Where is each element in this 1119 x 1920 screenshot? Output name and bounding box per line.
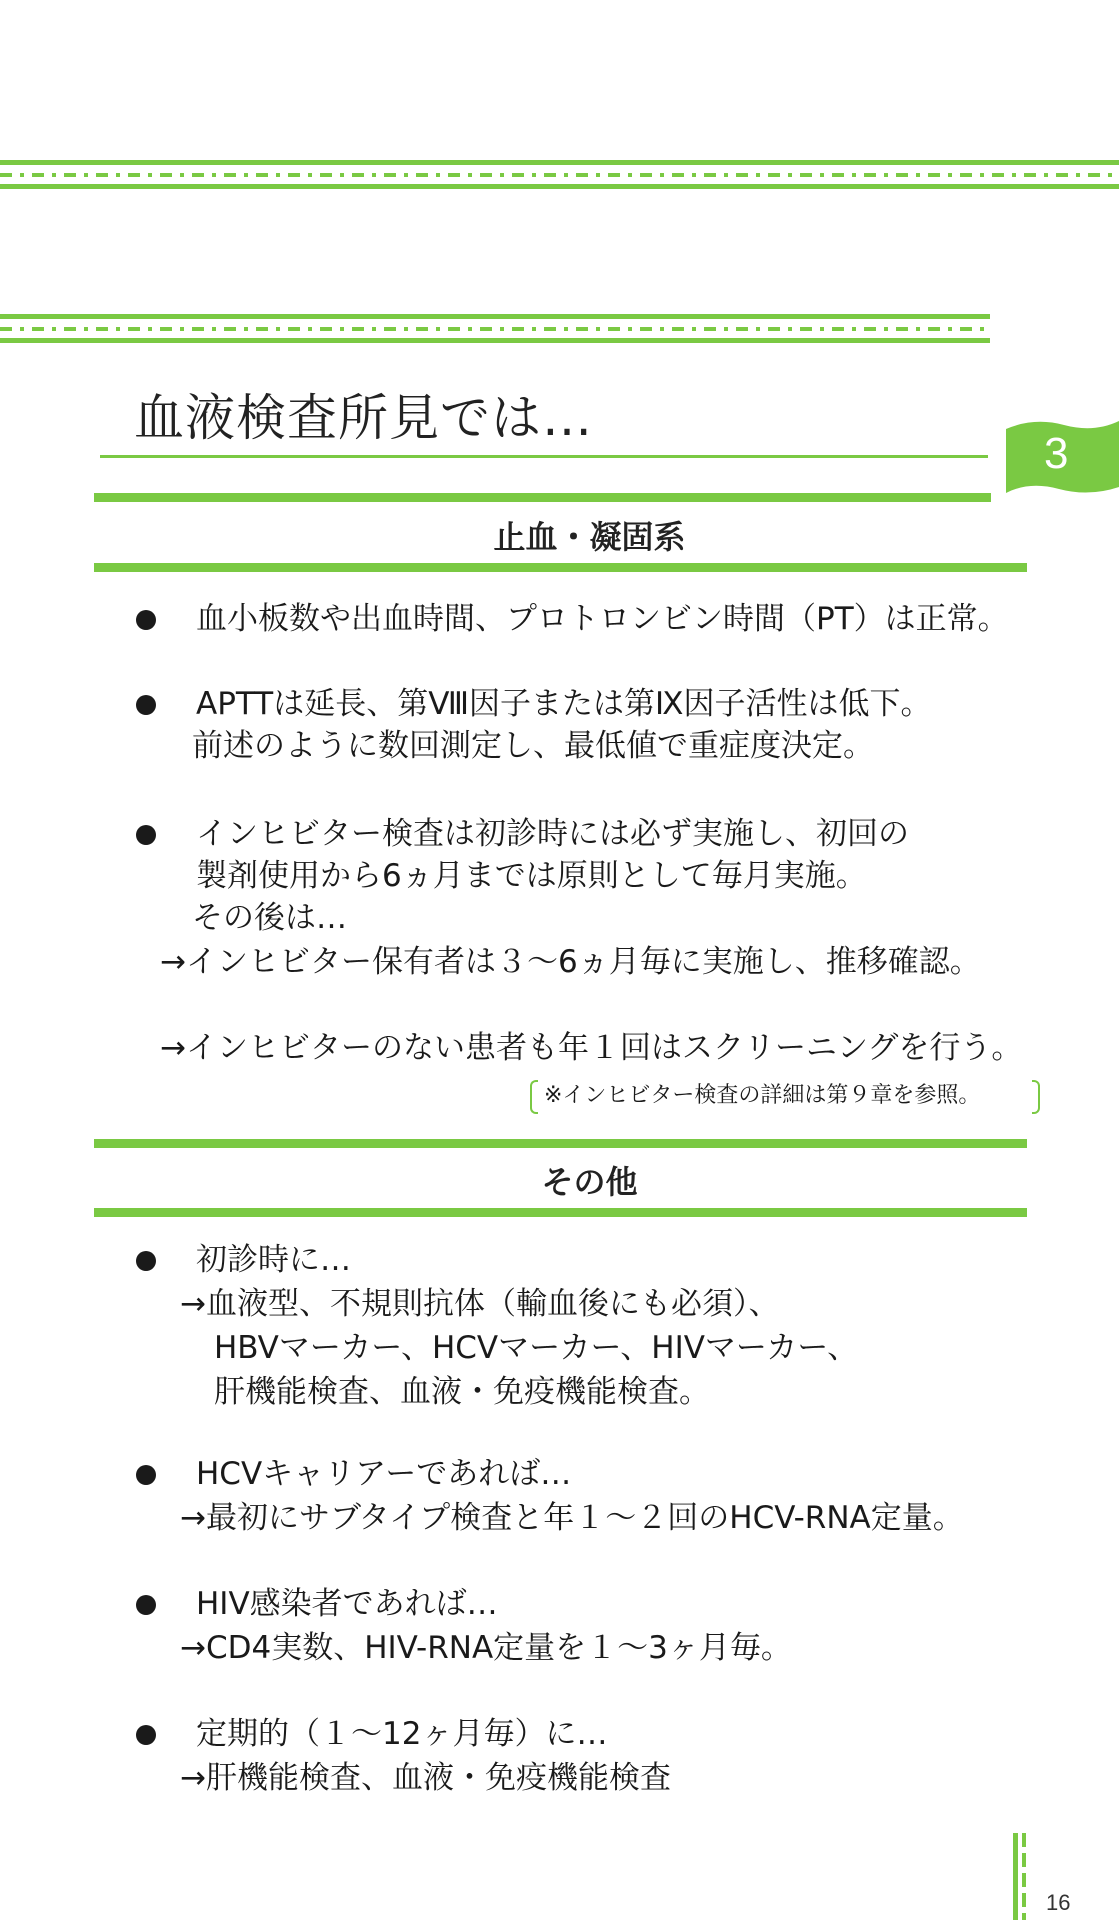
- section-bottom-bar: [94, 563, 1027, 572]
- item-text: →CD4実数、HIV-RNA定量を１～3ヶ月毎。: [180, 1630, 792, 1666]
- item-text: HBVマーカー、HCVマーカー、HIVマーカー、: [214, 1330, 859, 1366]
- section-bottom-bar: [94, 1208, 1027, 1217]
- item-text: 製剤使用から6ヵ月までは原則として毎月実施。: [196, 858, 867, 894]
- bracket-left-icon: [530, 1080, 538, 1114]
- section-heading: 止血・凝固系: [493, 518, 686, 556]
- bullet-icon: [136, 1725, 156, 1745]
- item-text: インヒビター検査は初診時には必ず実施し、初回の: [196, 816, 909, 852]
- item-text: →インヒビター保有者は３～6ヵ月毎に実施し、推移確認。: [160, 944, 981, 980]
- section-top-bar: [94, 1139, 1027, 1148]
- item-text: →肝機能検査、血液・免疫機能検査: [180, 1760, 671, 1796]
- section-heading: その他: [541, 1163, 638, 1201]
- chapter-number: 3: [1044, 429, 1069, 478]
- page-number: 16: [1046, 1890, 1071, 1915]
- bullet-icon: [136, 610, 156, 630]
- item-text: HIV感染者であれば…: [196, 1586, 498, 1622]
- bullet-icon: [136, 695, 156, 715]
- reference-note: [530, 1078, 1040, 1114]
- item-text: →血液型、不規則抗体（輸血後にも必須）、: [180, 1286, 780, 1322]
- item-text: →インヒビターのない患者も年１回はスクリーニングを行う。: [160, 1030, 1023, 1066]
- item-text: HCVキャリアーであれば…: [196, 1456, 572, 1492]
- item-text: 血小板数や出血時間、プロトロンビン時間（PT）は正常。: [196, 601, 1009, 637]
- reference-note-text: ※インヒビター検査の詳細は第９章を参照。: [544, 1083, 981, 1108]
- item-text: 肝機能検査、血液・免疫機能検査。: [214, 1374, 710, 1410]
- bullet-icon: [136, 1465, 156, 1485]
- item-text: 初診時に…: [196, 1242, 351, 1278]
- bullet-icon: [136, 1595, 156, 1615]
- bullet-icon: [136, 1251, 156, 1271]
- bullet-icon: [136, 825, 156, 845]
- chapter-tab: [1004, 417, 1119, 499]
- item-text: その後は…: [192, 900, 347, 936]
- section-top-bar: [94, 493, 991, 502]
- item-text: 定期的（１～12ヶ月毎）に…: [196, 1716, 608, 1752]
- footer-decorative-lines: [1013, 1833, 1029, 1920]
- item-text: APTTは延長、第Ⅷ因子または第Ⅸ因子活性は低下。: [196, 686, 932, 722]
- title-underline: [100, 455, 988, 458]
- bracket-right-icon: [1032, 1080, 1040, 1114]
- item-text: →最初にサブタイプ検査と年１～２回のHCV-RNA定量。: [180, 1500, 964, 1536]
- item-text: 前述のように数回測定し、最低値で重症度決定。: [192, 728, 874, 764]
- page-title: 血液検査所見では…: [134, 389, 593, 447]
